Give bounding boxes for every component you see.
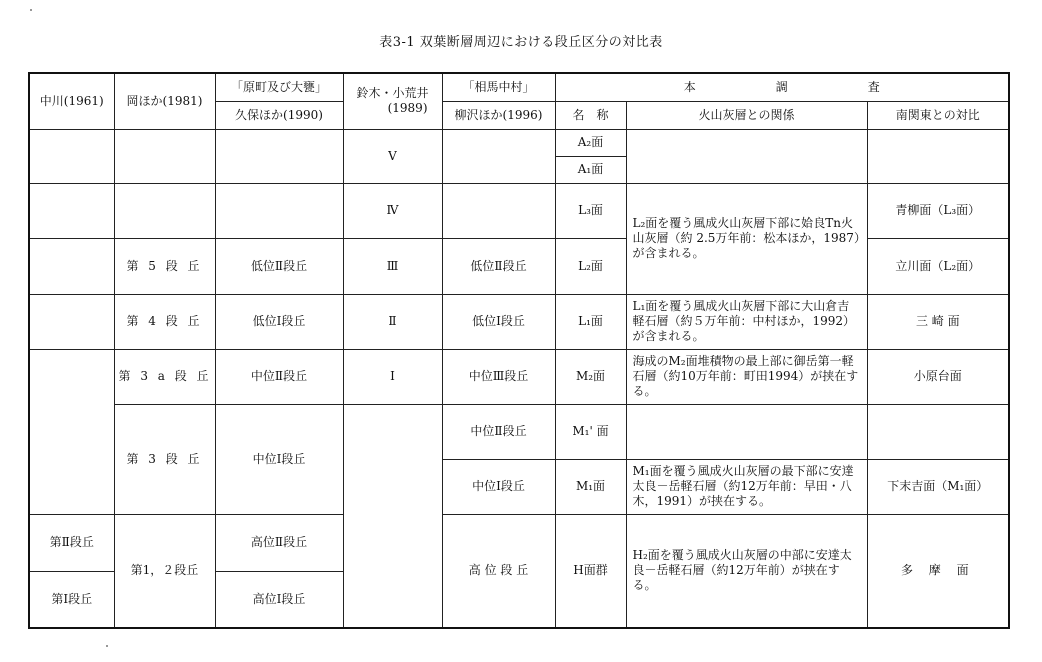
cell-name-a2: A₂面 (555, 129, 626, 156)
cell-empty (867, 404, 1009, 459)
header-suzuki-authors: 鈴木・小荒井 (356, 86, 429, 101)
cell-empty (29, 349, 114, 514)
cell-volcanic-l2: L₂面を覆う風成火山灰層下部に姶良Tn火山灰層（約 2.5万年前：松本ほか，1987）が含まれる。 (626, 183, 867, 294)
cell-soma-mid2: 中位Ⅱ段丘 (442, 404, 555, 459)
cell-empty (29, 294, 114, 349)
cell-empty (626, 404, 867, 459)
cell-empty (442, 129, 555, 183)
cell-empty (867, 129, 1009, 183)
cell-name-m2: M₂面 (555, 349, 626, 404)
cell-oka-3: 第 3 段 丘 (114, 404, 215, 514)
cell-minami-h: 多 摩 面 (867, 514, 1009, 628)
header-soma-authors: 柳沢ほか(1996) (442, 101, 555, 129)
cell-empty (29, 183, 114, 238)
cell-empty (215, 183, 343, 238)
header-suzuki-year: (1989) (387, 101, 428, 116)
scan-speck (30, 9, 32, 11)
table-caption: 表3-1 双葉断層周辺における段丘区分の対比表 (379, 35, 663, 50)
cell-volcanic-m1: M₁面を覆う風成火山灰層の最下部に安達太良－岳軽石層（約12万年前：早田・八木，1991）が挟在する。 (626, 459, 867, 514)
scan-speck (106, 645, 108, 647)
cell-suzuki-ii: Ⅱ (343, 294, 442, 349)
cell-haramachi-low2: 低位Ⅱ段丘 (215, 238, 343, 294)
cell-minami-m2: 小原台面 (867, 349, 1009, 404)
header-minami: 南関東との対比 (867, 101, 1009, 129)
cell-soma-mid3: 中位Ⅲ段丘 (442, 349, 555, 404)
cell-haramachi-mid2: 中位Ⅱ段丘 (215, 349, 343, 404)
header-soma-title: 「相馬中村」 (442, 73, 555, 101)
cell-haramachi-mid1: 中位Ⅰ段丘 (215, 404, 343, 514)
cell-haramachi-low1: 低位Ⅰ段丘 (215, 294, 343, 349)
cell-suzuki-v: Ⅴ (343, 129, 442, 183)
cell-name-l3: L₃面 (555, 183, 626, 238)
cell-haramachi-high2: 高位Ⅱ段丘 (215, 514, 343, 571)
header-haramachi-authors: 久保ほか(1990) (215, 101, 343, 129)
cell-empty (626, 129, 867, 183)
header-honcho (555, 73, 1009, 101)
cell-empty (114, 183, 215, 238)
cell-oka-5: 第 5 段 丘 (114, 238, 215, 294)
cell-empty (29, 238, 114, 294)
cell-empty (442, 183, 555, 238)
cell-empty (343, 404, 442, 628)
header-volcanic: 火山灰層との関係 (626, 101, 867, 129)
cell-name-h: H面群 (555, 514, 626, 628)
cell-soma-high: 高 位 段 丘 (442, 514, 555, 628)
cell-suzuki-iv: Ⅳ (343, 183, 442, 238)
cell-volcanic-h: H₂面を覆う風成火山灰層の中部に安達太良－岳軽石層（約12万年前）が挟在する。 (626, 514, 867, 628)
cell-soma-low2: 低位Ⅱ段丘 (442, 238, 555, 294)
cell-oka-1-2: 第1，２段丘 (114, 514, 215, 628)
cell-name-m1p: M₁' 面 (555, 404, 626, 459)
cell-suzuki-iii: Ⅲ (343, 238, 442, 294)
cell-minami-l1: 三 崎 面 (867, 294, 1009, 349)
cell-empty (114, 129, 215, 183)
header-oka: 岡ほか(1981) (114, 73, 215, 129)
cell-name-l1: L₁面 (555, 294, 626, 349)
cell-soma-low1: 低位Ⅰ段丘 (442, 294, 555, 349)
cell-volcanic-m2: 海成のM₂面堆積物の最上部に御岳第一軽石層（約10万年前：町田1994）が挟在する。 (626, 349, 867, 404)
cell-name-a1: A₁面 (555, 156, 626, 183)
header-nakagawa: 中川(1961) (29, 73, 114, 129)
cell-oka-4: 第 4 段 丘 (114, 294, 215, 349)
cell-empty (215, 129, 343, 183)
header-honcho-label: 本調査 (683, 79, 960, 94)
cell-suzuki-i: Ⅰ (343, 349, 442, 404)
header-suzuki (343, 73, 442, 129)
cell-nakagawa-1: 第Ⅰ段丘 (29, 571, 114, 628)
cell-minami-l3: 青柳面（L₃面） (867, 183, 1009, 238)
cell-name-m1: M₁面 (555, 459, 626, 514)
cell-minami-l2: 立川面（L₂面） (867, 238, 1009, 294)
cell-volcanic-l1: L₁面を覆う風成火山灰層下部に大山倉吉軽石層（約５万年前：中村ほか，1992）が含まれる。 (626, 294, 867, 349)
header-haramachi-title: 「原町及び大甕」 (215, 73, 343, 101)
cell-nakagawa-2: 第Ⅱ段丘 (29, 514, 114, 571)
cell-soma-mid1: 中位Ⅰ段丘 (442, 459, 555, 514)
cell-empty (29, 129, 114, 183)
cell-name-l2: L₂面 (555, 238, 626, 294)
cell-haramachi-high1: 高位Ⅰ段丘 (215, 571, 343, 628)
cell-minami-m1: 下末吉面（M₁面） (867, 459, 1009, 514)
cell-oka-3a: 第 3 a 段 丘 (114, 349, 215, 404)
header-name: 名 称 (555, 101, 626, 129)
terrace-correlation-table (28, 72, 1010, 629)
